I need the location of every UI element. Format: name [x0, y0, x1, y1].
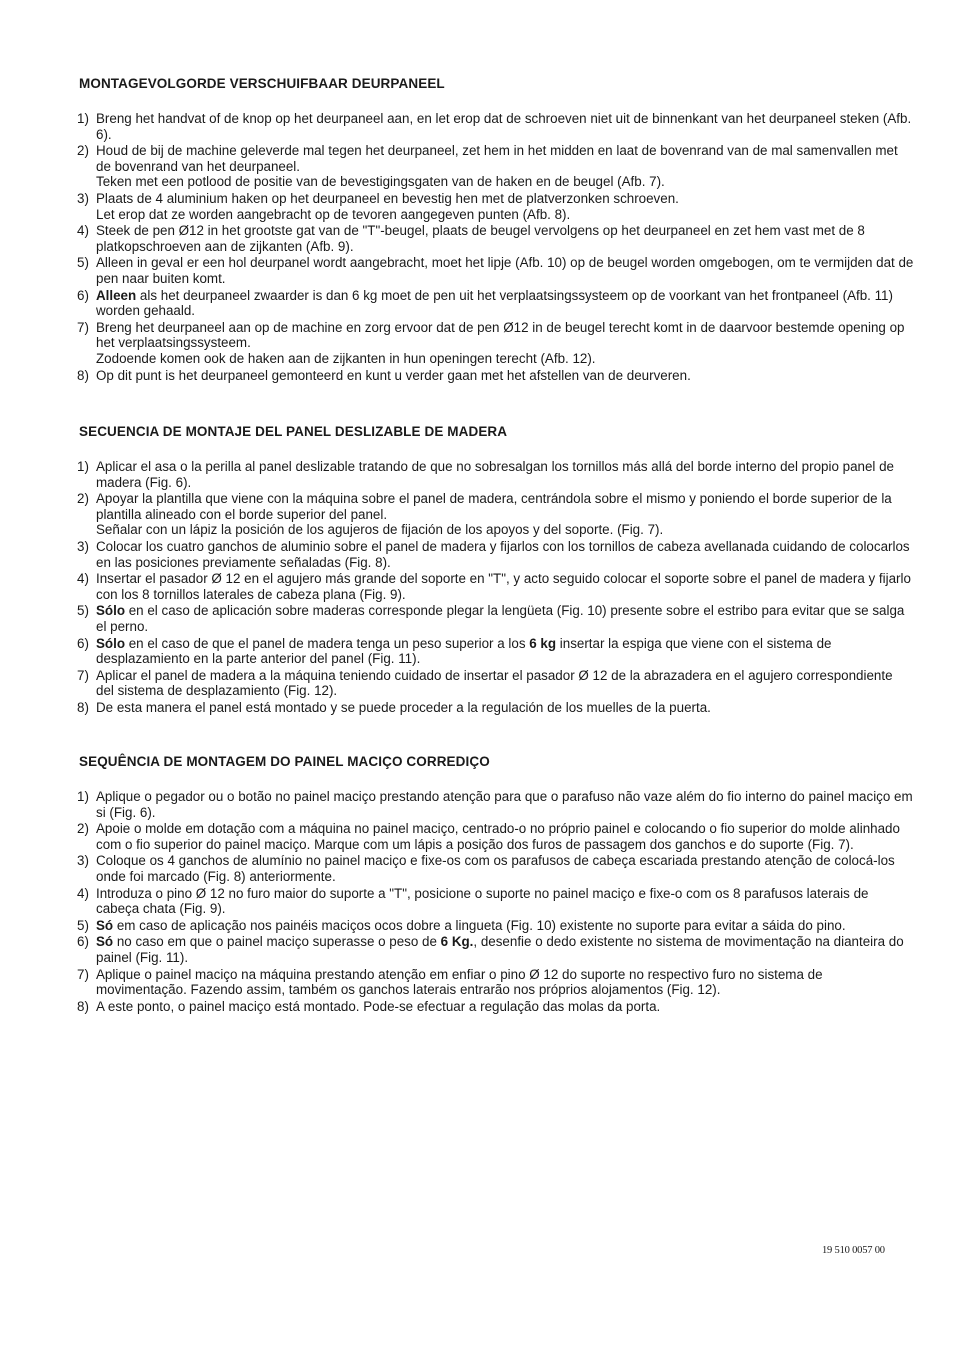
item-text: [96, 789, 914, 820]
item-body: De esta manera el panel está montado y se puede proceder a la regulación de los muelles de la puerta.: [96, 699, 711, 715]
item-text: [96, 918, 914, 934]
section-title: SECUENCIA DE MONTAJE DEL PANEL DESLIZABLE DE MADERA: [79, 424, 508, 439]
item-text: [96, 700, 914, 716]
list-item: [74, 668, 914, 699]
item-number: 1): [77, 111, 89, 126]
item-text: [96, 491, 914, 522]
item-body: Alleen in geval er een hol deurpanel wordt aangebracht, moet het lipje (Afb. 10) op de beugel worden omgebogen, om te vermijden dat de pen naar buiten komt.: [96, 255, 914, 286]
item-number: 2): [77, 821, 89, 837]
item-text: [96, 886, 914, 917]
item-number: 5): [77, 255, 89, 271]
item-number: 3): [77, 853, 89, 869]
item-body: Aplique o painel maciço na máquina prestando atenção em enfiar o pino Ø 12 do suporte no respectivo furo no sistema de movimentação. Fazendo assim, também os ganchos laterais entrarão nos próprios alojamentos (Fig. 12).: [96, 966, 823, 998]
list-item: [74, 999, 914, 1015]
item-number: 4): [77, 571, 89, 587]
instruction-list: [74, 789, 914, 1014]
document-number: 19 510 0057 00: [822, 1245, 885, 1256]
list-item: [74, 571, 914, 602]
item-subtext: Teken met een potlood de positie van de bevestigingsgaten van de haken en de beugel (Afb. 7).: [96, 174, 665, 190]
item-body: Coloque os 4 ganchos de alumínio no painel maciço e fixe-os com os parafusos de cabeça escariada prestando atenção de colocá-los onde foi marcado (Fig. 8) anteriormente.: [96, 853, 895, 884]
item-number: 3): [77, 190, 89, 206]
item-number: 7): [77, 667, 89, 683]
list-item: [74, 288, 914, 319]
list-item: [74, 700, 914, 716]
item-number: 4): [77, 885, 89, 901]
instruction-list: [74, 459, 914, 716]
item-text: [96, 111, 914, 142]
item-body: Aplique o pegador ou o botão no painel maciço prestando atenção para que o parafuso não vaze além do fio interno do painel maciço em si (Fig. 6).: [96, 789, 913, 820]
section-title: MONTAGEVOLGORDE VERSCHUIFBAAR DEURPANEEL: [79, 76, 445, 91]
item-text: [96, 853, 914, 884]
item-body: Houd de bij de machine geleverde mal tegen het deurpaneel, zet hem in het midden en laat de bovenrand van de mal samenvallen met de bovenrand van het deurpaneel.: [96, 143, 898, 174]
item-body: Insertar el pasador Ø 12 en el agujero más grande del soporte en "T", y acto seguido colocar el soporte sobre el panel de madera y fijarlo con los 8 tornillos laterales de cabeza plana (Fig. 9).: [96, 571, 911, 602]
item-number: 3): [77, 538, 89, 554]
list-item: [74, 368, 914, 384]
item-body: Breng het handvat of de knop op het deurpaneel aan, en let erop dat de schroeven niet uit de binnenkant van het deurpaneel steken (Afb. 6).: [96, 111, 912, 142]
item-number: 8): [77, 367, 89, 383]
item-bold-weight: 6 kg: [529, 635, 557, 651]
list-item: [74, 539, 914, 570]
instruction-list: [74, 111, 914, 383]
list-item: [74, 853, 914, 884]
item-body: en el caso de que el panel de madera tenga un peso superior a los: [125, 635, 530, 651]
item-body: Steek de pen Ø12 in het grootste gat van de "T"-beugel, plaats de beugel vervolgens op het deurpaneel en zet hem vast met de 8 platkopschroeven aan de zijkanten (Afb. 9).: [96, 223, 865, 254]
item-text: [96, 539, 914, 570]
item-text: [96, 668, 914, 699]
list-item: [74, 191, 914, 222]
item-number: 1): [77, 459, 89, 474]
item-bold: Sólo: [96, 635, 126, 651]
list-item: [74, 111, 914, 142]
list-item: [74, 886, 914, 917]
item-subtext: Señalar con un lápiz la posición de los agujeros de fijación de los apoyos y del soporte. (Fig. 7).: [96, 522, 664, 538]
item-body: Colocar los cuatro ganchos de aluminio sobre el panel de madera y fijarlos con los tornillos de cabeza avellanada cuidando de colocarlos en las posiciones previamente señaladas (Fig. 8).: [96, 538, 910, 570]
item-bold: Alleen: [96, 287, 137, 303]
item-text: [96, 368, 914, 384]
list-item: [74, 255, 914, 286]
item-text: [96, 636, 914, 667]
item-body: no caso em que o painel maciço superasse o peso de: [113, 934, 441, 950]
section-spanish: [74, 424, 914, 717]
item-number: 6): [77, 287, 89, 303]
item-text: [96, 571, 914, 602]
list-item: [74, 491, 914, 538]
list-item: [74, 636, 914, 667]
item-body: em caso de aplicação nos painéis maciços ocos dobre a lingueta (Fig. 10) existente no suporte para evitar a sáida do pino.: [113, 917, 846, 933]
item-number: 6): [77, 635, 89, 651]
item-text: [96, 288, 914, 319]
item-body: Plaats de 4 aluminium haken op het deurpaneel en bevestig hen met de platverzonken schroeven.: [96, 190, 679, 206]
section-dutch: [74, 76, 914, 384]
list-item: [74, 967, 914, 998]
item-text: [96, 821, 914, 852]
item-text: [96, 191, 914, 207]
item-body: Breng het deurpaneel aan op de machine en zorg ervoor dat de pen Ø12 in de beugel terecht komt in de daarvoor bestemde opening op het verplaatsingssysteem.: [96, 319, 905, 351]
item-body: Op dit punt is het deurpaneel gemonteerd en kunt u verder gaan met het afstellen van de deurveren.: [96, 367, 691, 383]
item-body: A este ponto, o painel maciço está montado. Pode-se efectuar a regulação das molas da porta.: [96, 998, 661, 1014]
list-item: [74, 143, 914, 190]
item-body: als het deurpaneel zwaarder is dan 6 kg moet de pen uit het verplaatsingssysteem op de voorkant van het frontpaneel (Afb. 11) worden gehaald.: [96, 287, 893, 319]
item-bold: Só: [96, 917, 114, 933]
item-number: 5): [77, 917, 89, 933]
item-body: Aplicar el asa o la perilla al panel deslizable tratando de que no sobresalgan los tornillos más allá del borde interno del propio panel de madera (Fig. 6).: [96, 459, 894, 490]
item-number: 6): [77, 934, 89, 950]
item-bold: Só: [96, 934, 114, 950]
item-body: Introduza o pino Ø 12 no furo maior do suporte a "T", posicione o suporte no painel maciço e fixe-o com os 8 parafusos laterais de cabeça chata (Fig. 9).: [96, 885, 869, 917]
section-portuguese: [74, 754, 914, 1015]
section-title: SEQUÊNCIA DE MONTAGEM DO PAINEL MACIÇO CORREDIÇO: [79, 754, 490, 769]
item-text: [96, 255, 914, 286]
item-number: 4): [77, 223, 89, 239]
item-number: 5): [77, 603, 89, 619]
item-body: Apoie o molde em dotação com a máquina no painel maciço, centrado-o no próprio painel e colocando o fio superior do molde alinhado com o fio superior do painel maciço. Marque com um lápis a posição dos furos de passagem dos ganchos e do suporte (Fig. 7).: [96, 821, 900, 852]
item-number: 2): [77, 143, 89, 159]
list-item: [74, 320, 914, 367]
item-bold-weight: 6 Kg.: [440, 934, 474, 950]
list-item: [74, 459, 914, 490]
list-item: [74, 934, 914, 965]
list-item: [74, 918, 914, 934]
item-subtext: Let erop dat ze worden aangebracht op de tevoren aangegeven punten (Afb. 8).: [96, 206, 571, 222]
item-text: [96, 603, 914, 634]
item-body-tail: insertar la espiga que viene con el sistema de desplazamiento en la parte anterior del panel (Fig. 11).: [96, 635, 832, 667]
item-bold: Sólo: [96, 603, 126, 619]
list-item: [74, 603, 914, 634]
item-body: Aplicar el panel de madera a la máquina teniendo cuidado de insertar el pasador Ø 12 de la abrazadera en el agujero correspondiente del sistema de desplazamiento (Fig. 12).: [96, 667, 893, 699]
item-number: 7): [77, 966, 89, 982]
item-body: en el caso de aplicación sobre maderas corresponde plegar la lengüeta (Fig. 10) presente sobre el estribo para evitar que se salga el perno.: [96, 603, 905, 634]
item-text: [96, 967, 914, 998]
list-item: [74, 821, 914, 852]
item-text: [96, 459, 914, 490]
item-number: 8): [77, 998, 89, 1014]
item-text: [96, 934, 914, 965]
item-text: [96, 143, 914, 174]
list-item: [74, 789, 914, 820]
item-text: [96, 999, 914, 1015]
item-body: Apoyar la plantilla que viene con la máquina sobre el panel de madera, centrándola sobre el mismo y poniendo el borde superior de la plantilla alineado con el borde superior del panel.: [96, 491, 892, 522]
item-text: [96, 223, 914, 254]
item-body-tail: , desenfie o dedo existente no sistema de movimentação na dianteira do painel (Fig. 11).: [96, 934, 904, 965]
item-text: [96, 320, 914, 351]
item-number: 7): [77, 319, 89, 335]
item-number: 8): [77, 699, 89, 715]
list-item: [74, 223, 914, 254]
item-subtext: Zodoende komen ook de haken aan de zijkanten in hun openingen terecht (Afb. 12).: [96, 350, 596, 366]
item-number: 2): [77, 491, 89, 507]
item-number: 1): [77, 789, 89, 804]
